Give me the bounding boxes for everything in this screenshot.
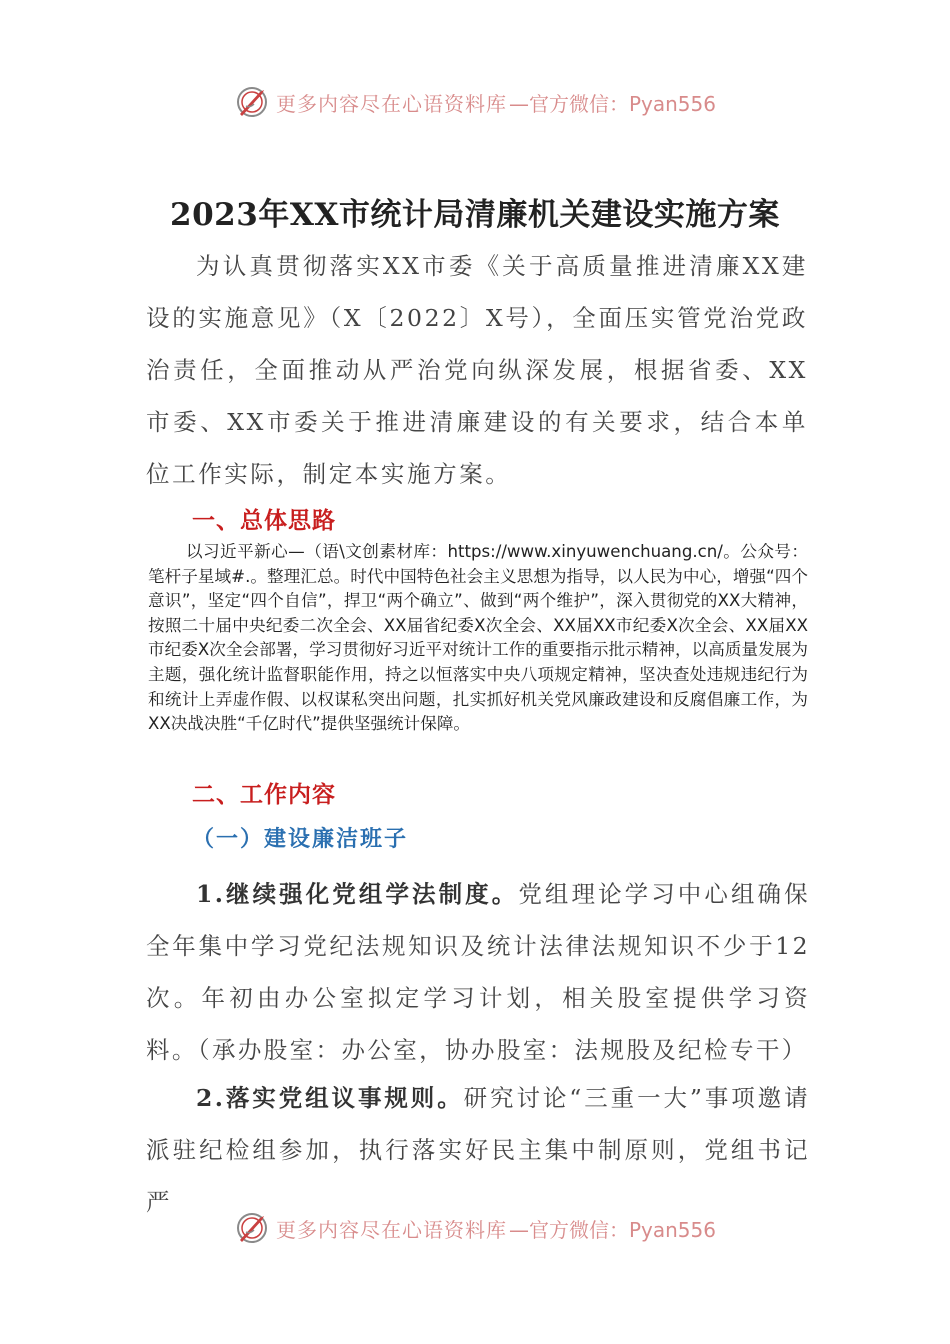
item-2-lead: 2.落实党组议事规则。 <box>196 1084 464 1112</box>
watermark-header <box>0 82 950 122</box>
watermark-official-account: —官方微信：Pyan556 <box>508 91 716 116</box>
item-2-paragraph <box>146 1072 810 1228</box>
watermark-official-account: —官方微信：Pyan556 <box>508 1217 716 1242</box>
item-2-text: 研究讨论“三重一大”事项邀请派驻纪检组参加，执行落实好民主集中制原则，党组书记严 <box>146 1084 810 1216</box>
item-1-text: 党组理论学习中心组确保全年集中学习党纪法规知识及统计法律法规知识不少于12次。年初由办公室拟定学习计划，相关股室提供学习资料。（承办股室：办公室，协办股室：法规股及纪检专干） <box>146 880 810 1064</box>
section-heading-work-content: 二、工作内容 <box>192 782 336 808</box>
watermark-slogan: 更多内容尽在心语资料库 <box>275 1217 507 1242</box>
item-1-paragraph <box>146 868 810 1076</box>
subsection-heading-clean-team: （一）建设廉洁班子 <box>192 826 409 852</box>
quill-seal-icon <box>234 1210 270 1246</box>
watermark-slogan: 更多内容尽在心语资料库 <box>275 91 507 116</box>
item-1-lead: 1.继续强化党组学法制度。 <box>196 880 519 908</box>
watermark-footer <box>0 1208 950 1248</box>
overall-approach-paragraph: 以习近平新心—（语\文创素材库：https://www.xinyuwenchuang.cn/。公众号：笔杆子星域#.。整理汇总。时代中国特色社会主义思想为指导，以人民为中心，增强“四个意识”，坚定“四个自信”，捍卫“两个确立”、做到“两个维护”，深入贯彻党的XX大精神，按照二十届中央纪委二次全会、XX届省纪委X次全会、XX届XX市纪委X次全会、XX届XX市纪委X次全会部署，学习贯彻好习近平对统计工作的重要指示批示精神，以高质量发展为主题，强化统计监督职能作用，持之以恒落实中央八项规定精神，坚决查处违规违纪行为和统计上弄虚作假、以权谋私突出问题，扎实抓好机关党风廉政建设和反腐倡廉工作，为XX决战决胜“千亿时代”提供坚强统计保障。 <box>148 542 808 734</box>
document-title: 2023年XX市统计局清廉机关建设实施方案 <box>170 196 780 233</box>
section-heading-overall-approach: 一、总体思路 <box>192 508 336 534</box>
intro-paragraph: 为认真贯彻落实XX市委《关于高质量推进清廉XX建设的实施意见》（X〔2022〕X号），全面压实管党治党政治责任，全面推动从严治党向纵深发展，根据省委、XX市委、XX市委关于推进清廉建设的有关要求，结合本单位工作实际，制定本实施方案。 <box>146 252 808 488</box>
quill-seal-icon <box>234 84 270 120</box>
